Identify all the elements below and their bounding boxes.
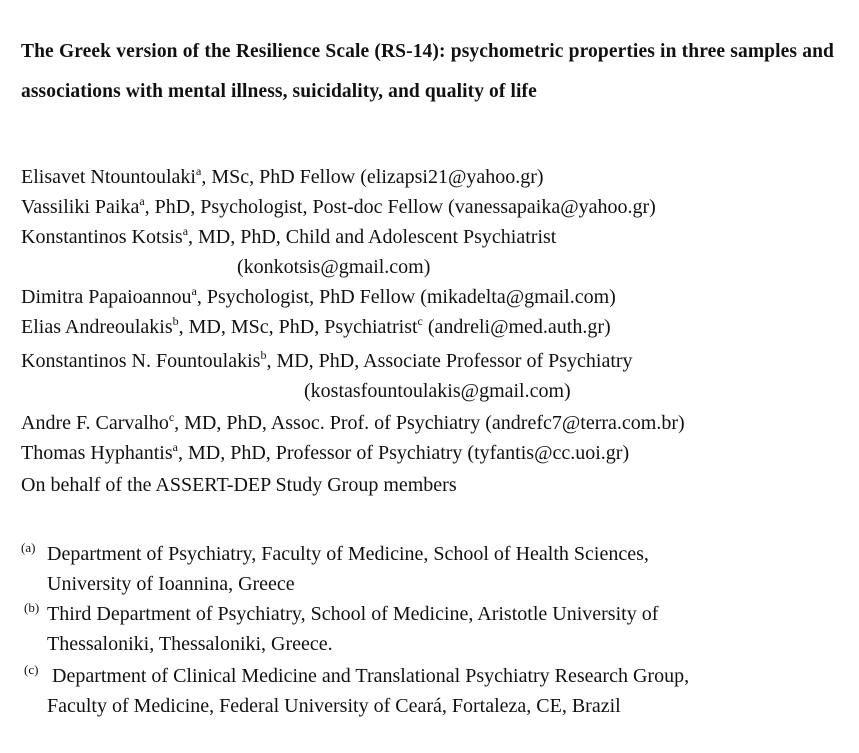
affiliation-superscript: b: [260, 348, 267, 362]
author-email: (kostasfountoulakis@gmail.com): [304, 380, 571, 402]
author-email: (konkotsis@gmail.com): [237, 256, 431, 278]
author-name: Dimitra Papaioannou: [21, 286, 192, 308]
author-email-continuation: [304, 380, 571, 403]
author-email-continuation: [237, 256, 430, 279]
affiliation-line: Thessaloniki, Thessaloniki, Greece.: [47, 633, 333, 655]
author-entry: [21, 286, 616, 309]
author-details: , Psychologist, PhD Fellow (mikadelta@gmail.com): [196, 286, 616, 308]
affiliation-superscript: b: [172, 314, 179, 328]
author-details: , MD, PhD, Associate Professor of Psychiatry: [266, 350, 633, 372]
affiliation-superscript: a: [195, 164, 202, 178]
author-entry: [21, 442, 629, 465]
affiliation-marker: (a): [21, 540, 36, 555]
author-name: Konstantinos Kotsis: [21, 226, 183, 248]
author-name: Andre F. Carvalho: [21, 412, 169, 434]
author-details: , MD, MSc, PhD, Psychiatrist: [178, 316, 418, 338]
author-entry: [21, 350, 633, 373]
author-name: Vassiliki Paika: [21, 196, 140, 218]
author-entry: [21, 166, 544, 189]
author-name: Elisavet Ntountoulaki: [21, 166, 196, 188]
author-details: , MD, PhD, Assoc. Prof. of Psychiatry (andrefc7@terra.com.br): [174, 412, 685, 434]
affiliation-line: Department of Psychiatry, Faculty of Medicine, School of Health Sciences,: [47, 543, 649, 565]
author-details: , MD, PhD, Professor of Psychiatry (tyfantis@cc.uoi.gr): [177, 442, 630, 464]
author-entry: [21, 316, 611, 339]
study-group-note: On behalf of the ASSERT-DEP Study Group members: [21, 474, 457, 496]
affiliation-line: Third Department of Psychiatry, School of Medicine, Aristotle University of: [47, 603, 659, 625]
author-entry: [21, 412, 685, 435]
affiliation-superscript: a: [182, 224, 189, 238]
author-details: , MD, PhD, Child and Adolescent Psychiatrist: [188, 226, 557, 248]
author-details: , PhD, Psychologist, Post-doc Fellow (vanessapaika@yahoo.gr): [144, 196, 656, 218]
affiliation-superscript: a: [172, 440, 178, 454]
affiliation-superscript: c: [417, 314, 423, 328]
paper-title: The Greek version of the Resilience Scale (RS-14): psychometric properties in three samples and associations with mental illness, suicidality, and quality of life: [21, 41, 834, 102]
affiliation-line: University of Ioannina, Greece: [47, 573, 295, 595]
affiliation-line: Faculty of Medicine, Federal University of Ceará, Fortaleza, CE, Brazil: [47, 695, 621, 717]
affiliation-superscript: c: [168, 410, 175, 424]
affiliation-marker: (c): [24, 662, 39, 677]
author-name: Elias Andreoulakis: [21, 316, 173, 338]
author-email: (andreli@med.auth.gr): [422, 316, 611, 338]
affiliation-marker: (b): [24, 600, 40, 615]
affiliation-line: Department of Clinical Medicine and Translational Psychiatry Research Group,: [52, 665, 690, 687]
author-details: , MSc, PhD Fellow (elizapsi21@yahoo.gr): [201, 166, 544, 188]
author-entry: [21, 196, 656, 219]
affiliation-superscript: a: [139, 194, 145, 208]
author-name: Konstantinos N. Fountoulakis: [21, 350, 261, 372]
affiliation-superscript: a: [191, 284, 197, 298]
author-entry: [21, 226, 556, 249]
author-name: Thomas Hyphantis: [21, 442, 173, 464]
